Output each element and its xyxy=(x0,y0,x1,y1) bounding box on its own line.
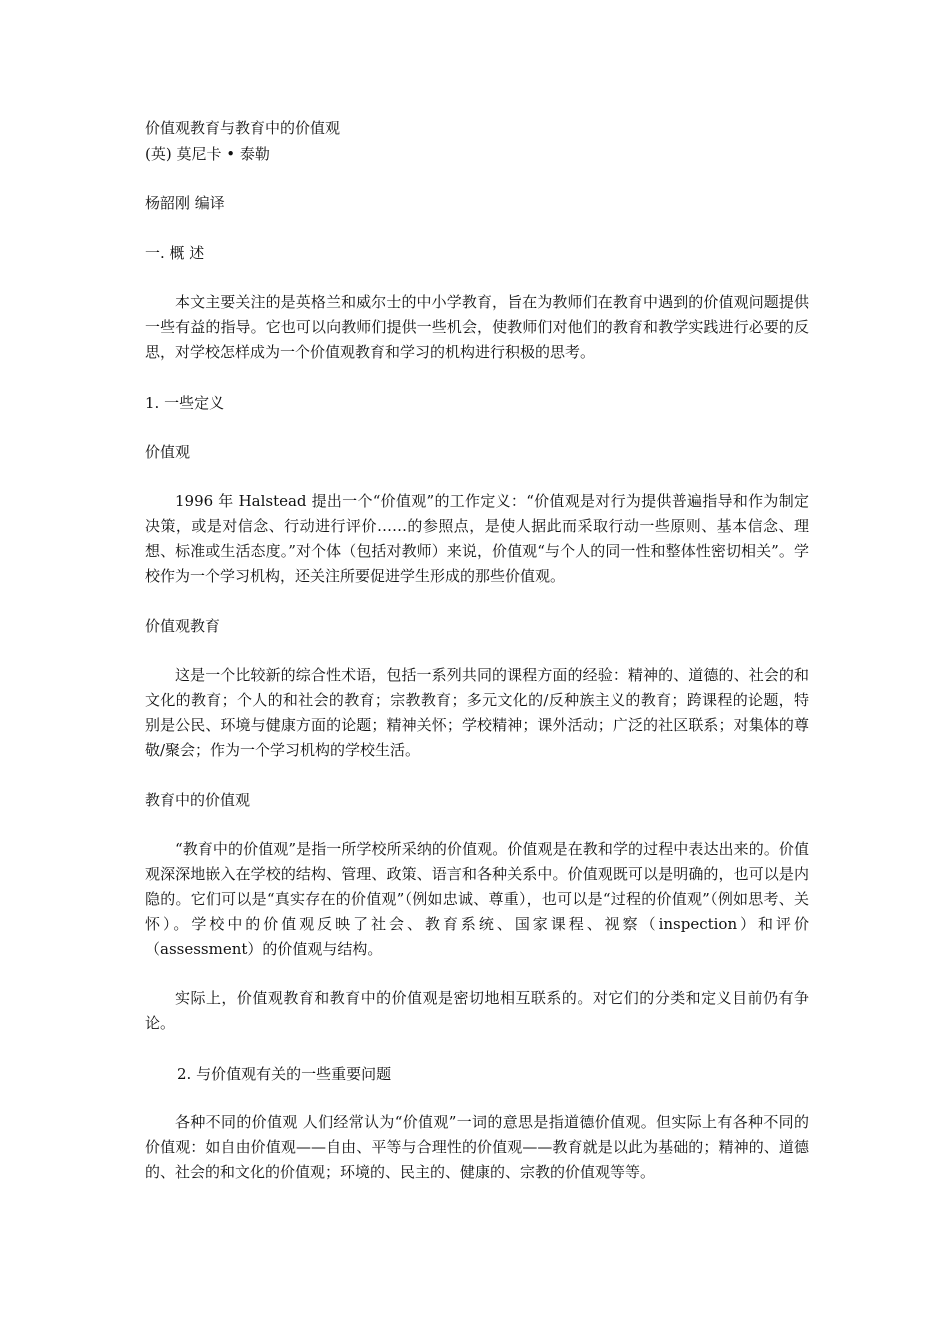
definition-heading-values-education: 价值观教育 xyxy=(145,617,221,635)
kinds-of-values-paragraph: 各种不同的价值观 人们经常认为“价值观”一词的意思是指道德价值观。但实际上有各种不同的价值观：如自由价值观——自由、平等与合理性的价值观——教育就是以此为基础的；精神的、道德的、社会的和文化的价值观；环境的、民主的、健康的、宗教的价值观等等。 xyxy=(145,1113,809,1181)
author-line: (英) 莫尼卡 • 泰勒 xyxy=(145,145,270,163)
section-heading-overview: 一. 概 述 xyxy=(145,244,205,262)
subsection-heading-definitions: 1. 一些定义 xyxy=(145,394,225,412)
document-title: 价值观教育与教育中的价值观 xyxy=(145,119,341,137)
definition-paragraph-values-in-education: “教育中的价值观”是指一所学校所采纳的价值观。价值观是在教和学的过程中表达出来的。价值观深深地嵌入在学校的结构、管理、政策、语言和各种关系中。价值观既可以是明确的，也可以是内隐的。它们可以是“真实存在的价值观”（例如忠诚、尊重），也可以是“过程的价值观”（例如思考、关怀）。学校中的价值观反映了社会、教育系统、国家课程、视察（inspection）和评价（assessment）的价值观与结构。 xyxy=(145,840,809,958)
definition-heading-values: 价值观 xyxy=(145,443,191,461)
relation-paragraph: 实际上，价值观教育和教育中的价值观是密切地相互联系的。对它们的分类和定义目前仍有争论。 xyxy=(145,989,809,1032)
intro-paragraph: 本文主要关注的是英格兰和威尔士的中小学教育，旨在为教师们在教育中遇到的价值观问题提供一些有益的指导。它也可以向教师们提供一些机会，使教师们对他们的教育和教学实践进行必要的反思，对学校怎样成为一个价值观教育和学习的机构进行积极的思考。 xyxy=(145,293,809,361)
subsection-heading-important-issues: 2. 与价值观有关的一些重要问题 xyxy=(177,1065,392,1083)
definition-paragraph-values-education: 这是一个比较新的综合性术语，包括一系列共同的课程方面的经验：精神的、道德的、社会的和文化的教育；个人的和社会的教育；宗教教育；多元文化的/反种族主义的教育；跨课程的论题，特别是公民、环境与健康方面的论题；精神关怀；学校精神；课外活动；广泛的社区联系；对集体的尊敬/聚会；作为一个学习机构的学校生活。 xyxy=(145,666,809,759)
definition-paragraph-values: 1996 年 Halstead 提出一个“价值观”的工作定义：“价值观是对行为提供普遍指导和作为制定决策，或是对信念、行动进行评价……的参照点，是使人据此而采取行动一些原则、基本信念、理想、标准或生活态度。”对个体（包括对教师）来说，价值观“与个人的同一性和整体性密切相关”。学校作为一个学习机构，还关注所要促进学生形成的那些价值观。 xyxy=(145,492,809,585)
definition-heading-values-in-education: 教育中的价值观 xyxy=(145,791,251,809)
translator-line: 杨韶刚 编译 xyxy=(145,194,225,212)
